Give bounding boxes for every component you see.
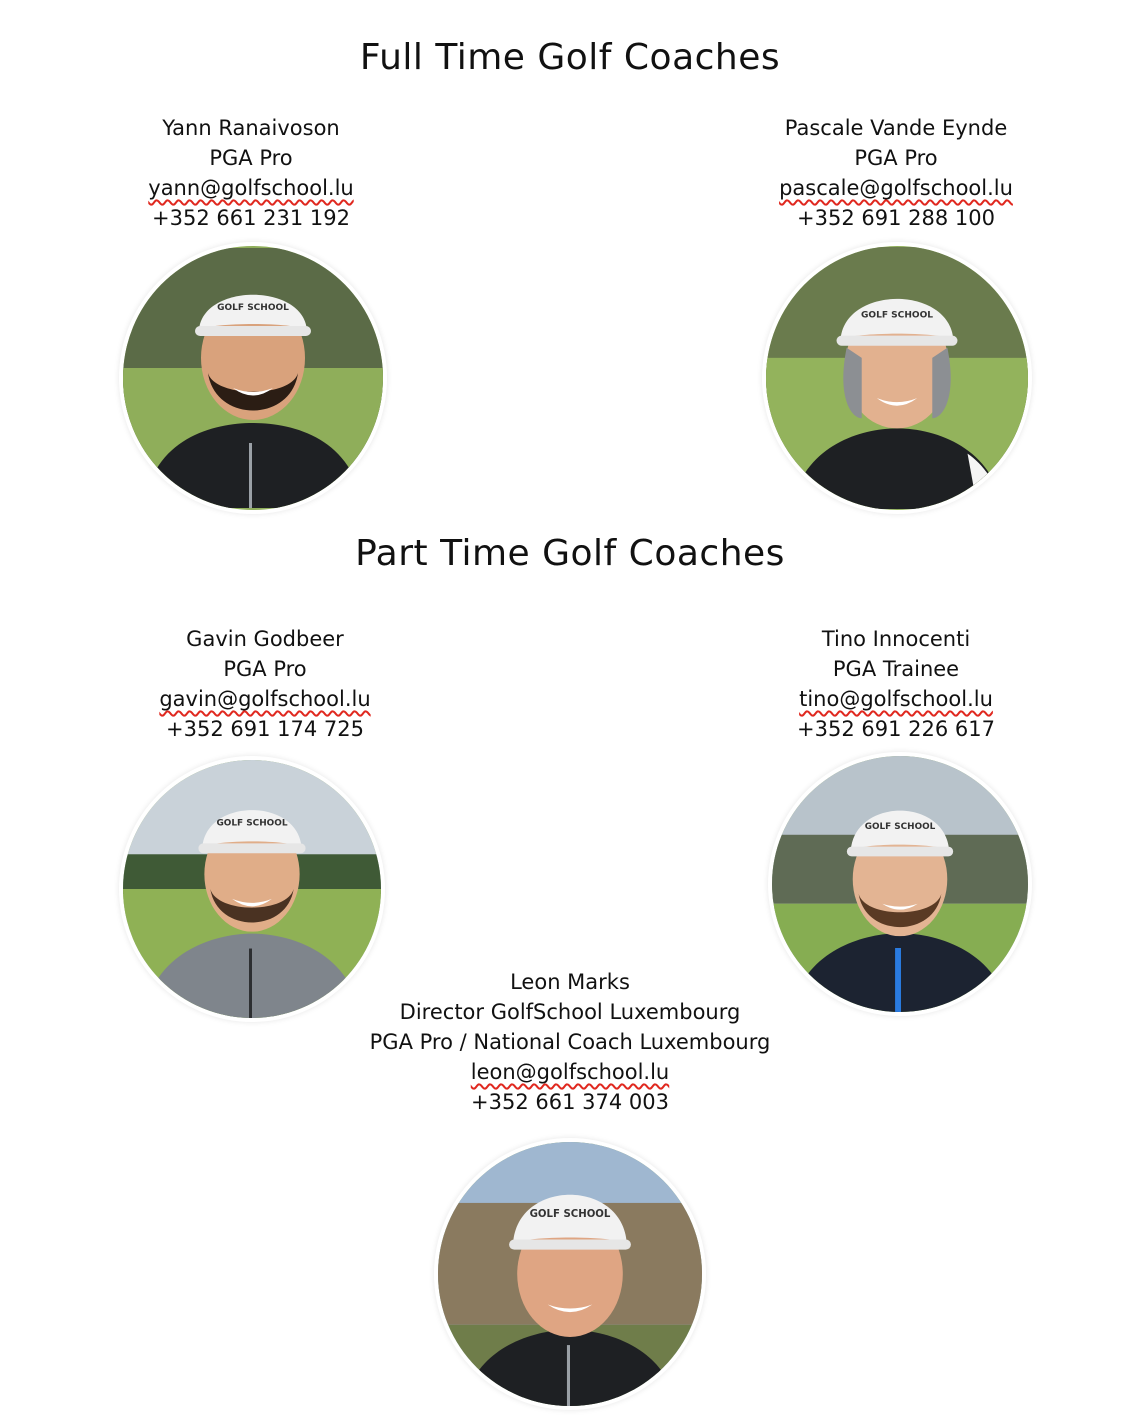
portrait-illustration xyxy=(766,246,1028,510)
coach-photo-yann xyxy=(123,246,383,510)
coach-phone: +352 661 374 003 xyxy=(471,1090,669,1114)
portrait-illustration xyxy=(438,1142,702,1406)
coach-name: Yann Ranaivoson xyxy=(162,116,340,140)
part-time-heading: Part Time Golf Coaches xyxy=(355,533,785,574)
coach-title: PGA Pro xyxy=(223,657,307,681)
coach-photo-tino xyxy=(772,756,1028,1012)
portrait-illustration xyxy=(123,760,381,1018)
cap-logo-text: GOLF SCHOOL xyxy=(529,1209,611,1221)
coach-phone: +352 691 174 725 xyxy=(166,717,364,741)
coach-title: Director GolfSchool Luxembourg xyxy=(399,1000,741,1024)
portrait-illustration xyxy=(123,246,383,510)
coach-card-tino xyxy=(736,624,1056,744)
full-time-heading: Full Time Golf Coaches xyxy=(359,37,781,78)
coach-name: Pascale Vande Eynde xyxy=(784,116,1008,140)
coach-email-link[interactable]: tino@golfschool.lu xyxy=(799,687,993,711)
coach-title: PGA Trainee xyxy=(832,657,960,681)
coach-title: PGA Pro xyxy=(209,146,293,170)
cap-logo-text: GOLF SCHOOL xyxy=(864,821,936,832)
coach-phone: +352 691 226 617 xyxy=(797,717,995,741)
coach-card-yann xyxy=(91,113,411,233)
coach-title-secondary: PGA Pro / National Coach Luxembourg xyxy=(369,1030,771,1054)
coach-photo-leon xyxy=(438,1142,702,1406)
coach-phone: +352 691 288 100 xyxy=(797,206,995,230)
coach-name: Leon Marks xyxy=(510,970,630,994)
coach-name: Gavin Godbeer xyxy=(186,627,344,651)
coach-title: PGA Pro xyxy=(854,146,938,170)
cap-logo-text: GOLF SCHOOL xyxy=(860,310,934,321)
coach-phone: +352 661 231 192 xyxy=(152,206,350,230)
coach-email-link[interactable]: yann@golfschool.lu xyxy=(148,176,354,200)
coach-email-link[interactable]: pascale@golfschool.lu xyxy=(779,176,1013,200)
cap-logo-text: GOLF SCHOOL xyxy=(217,303,289,313)
coach-card-gavin xyxy=(105,624,425,744)
coach-card-pascale xyxy=(736,113,1056,233)
coach-card-leon xyxy=(320,967,820,1117)
coach-email-link[interactable]: leon@golfschool.lu xyxy=(470,1060,670,1084)
coach-name: Tino Innocenti xyxy=(821,627,971,651)
cap-logo-text: GOLF SCHOOL xyxy=(216,818,288,829)
coach-email-link[interactable]: gavin@golfschool.lu xyxy=(159,687,371,711)
coach-photo-pascale xyxy=(766,246,1028,510)
coach-photo-gavin xyxy=(123,760,381,1018)
portrait-illustration xyxy=(772,756,1028,1012)
